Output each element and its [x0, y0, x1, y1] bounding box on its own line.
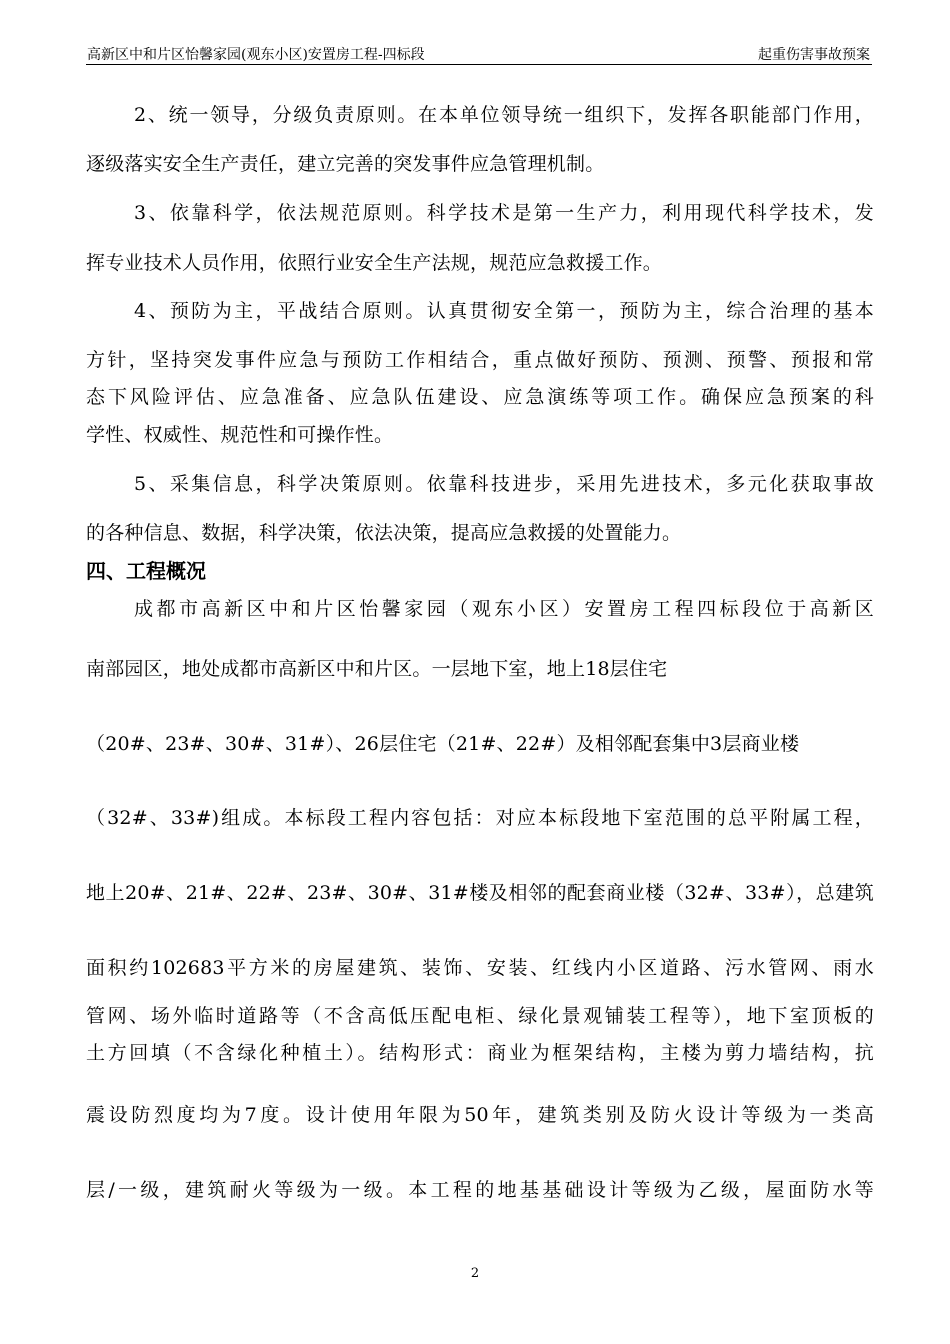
paragraph-line: 面积约102683平方米的房屋建筑、装饰、安装、红线内小区道路、污水管网、雨水: [86, 957, 874, 979]
paragraph-line: 5、采集信息，科学决策原则。依靠科技进步，采用先进技术，多元化获取事故: [134, 473, 874, 495]
paragraph-line: 态下风险评估、应急准备、应急队伍建设、应急演练等项工作。确保应急预案的科: [86, 386, 874, 408]
paragraph-line: （20#、23#、30#、31#）、26层住宅（21#、22#）及相邻配套集中3层商业楼: [86, 733, 800, 755]
paragraph-line: 成都市高新区中和片区怡馨家园（观东小区）安置房工程四标段位于高新区: [134, 598, 874, 620]
paragraph-line: 2、统一领导，分级负责原则。在本单位领导统一组织下，发挥各职能部门作用，: [134, 104, 874, 126]
paragraph-line: 震设防烈度均为7度。设计使用年限为50年，建筑类别及防火设计等级为一类高: [86, 1104, 874, 1126]
paragraph-line: 地上20#、21#、22#、23#、30#、31#楼及相邻的配套商业楼（32#、33#），总建筑: [86, 882, 874, 904]
paragraph-line: 土方回填（不含绿化种植土）。结构形式：商业为框架结构，主楼为剪力墙结构，抗: [86, 1042, 874, 1064]
paragraph-line: 4、预防为主，平战结合原则。认真贯彻安全第一，预防为主，综合治理的基本: [134, 300, 874, 322]
paragraph-line: 3、依靠科学，依法规范原则。科学技术是第一生产力，利用现代科学技术，发: [134, 202, 874, 224]
page-number: 2: [470, 1266, 480, 1281]
page-header-doc-name: 起重伤害事故预案: [758, 47, 870, 63]
paragraph-line: 逐级落实安全生产责任，建立完善的突发事件应急管理机制。: [86, 153, 605, 175]
paragraph-line: 学性、权威性、规范性和可操作性。: [86, 424, 394, 446]
section-heading: 四、工程概况: [86, 559, 206, 583]
paragraph-line: 管网、场外临时道路等（不含高低压配电柜、绿化景观铺装工程等），地下室顶板的: [86, 1005, 874, 1027]
paragraph-line: 方针，坚持突发事件应急与预防工作相结合，重点做好预防、预测、预警、预报和常: [86, 349, 874, 371]
paragraph-line: 层/一级，建筑耐火等级为一级。本工程的地基基础设计等级为乙级，屋面防水等: [86, 1179, 874, 1201]
page-header-title: 高新区中和片区怡馨家园(观东小区)安置房工程-四标段: [87, 47, 425, 63]
paragraph-line: 的各种信息、数据，科学决策，依法决策，提高应急救援的处置能力。: [86, 522, 682, 544]
header-divider: [86, 64, 872, 65]
paragraph-line: （32#、33#)组成。本标段工程内容包括：对应本标段地下室范围的总平附属工程，: [86, 807, 874, 829]
paragraph-line: 挥专业技术人员作用，依照行业安全生产法规，规范应急救援工作。: [86, 252, 663, 274]
paragraph-line: 南部园区，地处成都市高新区中和片区。一层地下室，地上18层住宅: [86, 658, 668, 680]
